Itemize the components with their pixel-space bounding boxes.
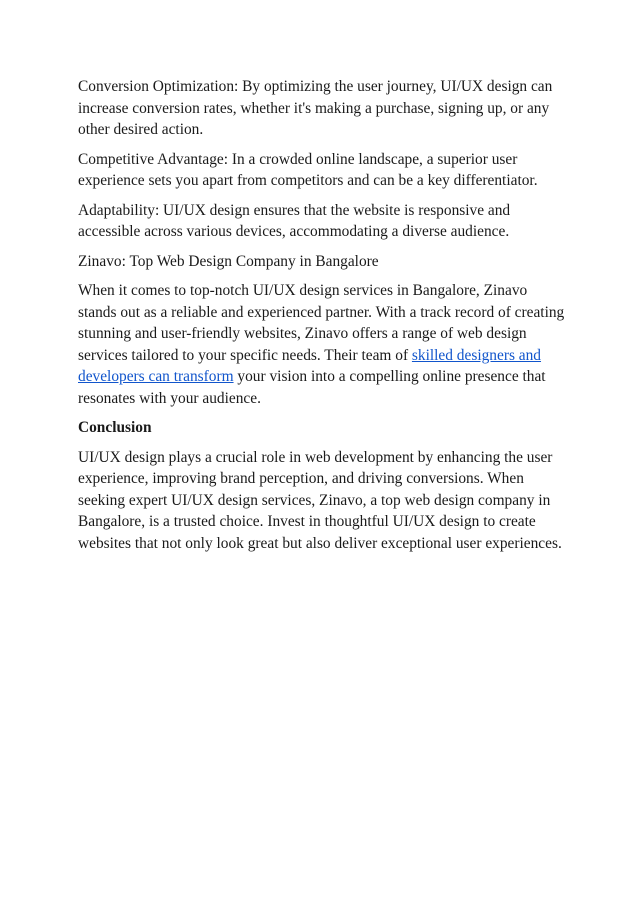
zinavo-section-title: Zinavo: Top Web Design Company in Bangalore bbox=[78, 252, 379, 270]
conversion-optimization-paragraph: Conversion Optimization: By optimizing the user journey, UI/UX design can increase conversion rates, whether it's making a purchase, signing up, or any other desired action. bbox=[78, 78, 553, 138]
conclusion-paragraph: UI/UX design plays a crucial role in web development by enhancing the user experience, improving brand perception, and driving conversions. When seeking expert UI/UX design services, Zinavo, a top web design company in Bangalore, is a trusted choice. Invest in thoughtful UI/UX design to create websites that not only look great but also deliver exceptional user experiences. bbox=[78, 448, 562, 552]
document-body bbox=[78, 76, 568, 562]
zinavo-paragraph-text-after-link: your vision into a compelling online presence that resonates with your audience. bbox=[78, 368, 546, 407]
zinavo-paragraph-text-before-link: When it comes to top-notch UI/UX design services in Bangalore, Zinavo stands out as a reliable and experienced partner. With a track record of creating stunning and user-friendly websites, Zinavo offers a range of web design services tailored to your specific needs. Their team of bbox=[78, 282, 565, 364]
competitive-advantage-paragraph: Competitive Advantage: In a crowded online landscape, a superior user experience sets you apart from competitors and can be a key differentiator. bbox=[78, 150, 538, 189]
conclusion-heading: Conclusion bbox=[78, 419, 152, 436]
adaptability-paragraph: Adaptability: UI/UX design ensures that the website is responsive and accessible across various devices, accommodating a diverse audience. bbox=[78, 201, 511, 240]
zinavo-paragraph bbox=[78, 280, 568, 409]
skilled-designers-link[interactable]: skilled designers and developers can transform bbox=[78, 346, 542, 385]
